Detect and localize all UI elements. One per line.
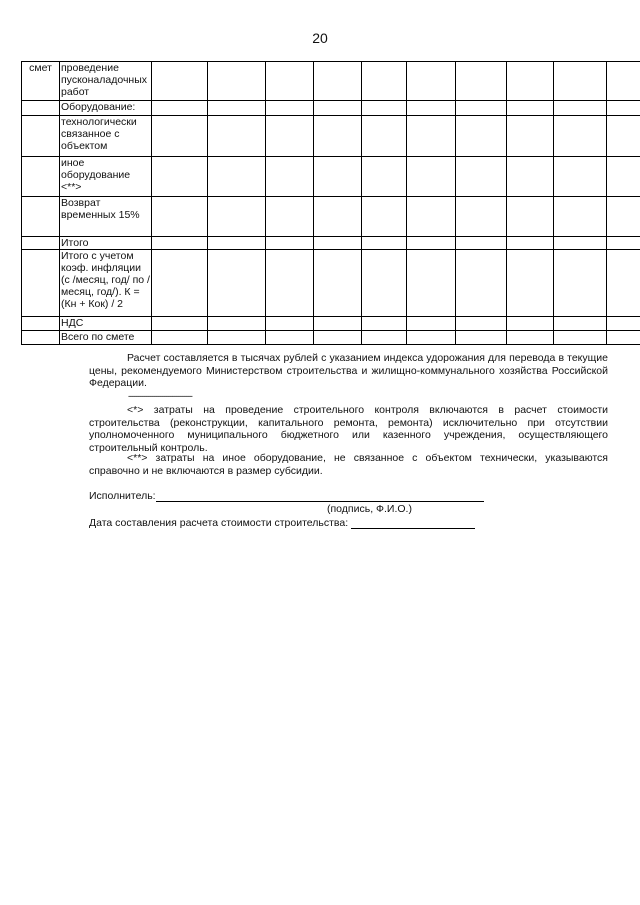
value-cell (456, 157, 507, 197)
value-cell (362, 317, 407, 331)
row-label-cell: иное оборудование <**> (60, 157, 152, 197)
value-cell (208, 62, 266, 101)
value-cell (407, 237, 456, 250)
value-cell (507, 317, 554, 331)
value-cell (152, 250, 208, 317)
value-cell (362, 197, 407, 237)
table-row (22, 317, 640, 331)
footnote-construction-control: <*> затраты на проведение строительного контроля включаются в расчет стоимости строительства (реконструкции, капитального ремонта, ремонта) исключительно при отсутствии уполномоченного муниципального бюджетного или казенного учреждения, осуществляющего строительный контроль. (89, 404, 608, 454)
value-cell (208, 197, 266, 237)
table-row (22, 237, 640, 250)
footnote-other-equipment: <**> затраты на иное оборудование, не связанное с объектом технически, указываются справочно и не включаются в размер субсидии. (89, 452, 608, 477)
table-row (22, 250, 640, 317)
value-cell (152, 331, 208, 345)
value-cell (152, 237, 208, 250)
value-cell (407, 250, 456, 317)
value-cell (507, 157, 554, 197)
row-label-cell: НДС (60, 317, 152, 331)
value-cell (362, 157, 407, 197)
value-cell (208, 250, 266, 317)
signature-caption: (подпись, Ф.И.О.) (327, 503, 412, 515)
executor-label: Исполнитель: (89, 490, 156, 502)
value-cell (507, 197, 554, 237)
value-cell (314, 237, 362, 250)
value-cell (208, 116, 266, 157)
value-cell (554, 317, 607, 331)
value-cell (266, 237, 314, 250)
value-cell (152, 197, 208, 237)
value-cell (607, 237, 640, 250)
estimate-table-body (22, 62, 640, 345)
value-cell (266, 317, 314, 331)
value-cell (362, 116, 407, 157)
value-cell (266, 197, 314, 237)
value-cell (407, 116, 456, 157)
value-cell (152, 116, 208, 157)
value-cell (507, 101, 554, 116)
value-cell (507, 237, 554, 250)
value-cell (554, 101, 607, 116)
value-cell (607, 62, 640, 101)
value-cell (456, 101, 507, 116)
value-cell (456, 317, 507, 331)
value-cell (407, 101, 456, 116)
value-cell (208, 157, 266, 197)
value-cell (314, 101, 362, 116)
value-cell (362, 101, 407, 116)
table-row (22, 331, 640, 345)
executor-line (89, 489, 484, 502)
row-section-cell: смет (22, 62, 60, 101)
calculation-note: Расчет составляется в тысячах рублей с указанием индекса удорожания для перевода в текущие цены, рекомендуемого Министерством строительства и жилищно-коммунального хозяйства Российской Федерации. (89, 352, 608, 389)
value-cell (507, 250, 554, 317)
value-cell (362, 331, 407, 345)
table-row (22, 101, 640, 116)
value-cell (607, 157, 640, 197)
row-section-cell (22, 237, 60, 250)
value-cell (152, 101, 208, 116)
value-cell (554, 237, 607, 250)
value-cell (362, 62, 407, 101)
row-label-cell: Итого с учетом коэф. инфляции (с /месяц, год/ по /месяц, год/). К = (Кн + Кок) / 2 (60, 250, 152, 317)
value-cell (407, 331, 456, 345)
value-cell (554, 157, 607, 197)
value-cell (314, 157, 362, 197)
value-cell (554, 331, 607, 345)
value-cell (607, 331, 640, 345)
row-section-cell (22, 317, 60, 331)
value-cell (607, 250, 640, 317)
value-cell (208, 101, 266, 116)
value-cell (407, 197, 456, 237)
value-cell (407, 62, 456, 101)
value-cell (208, 237, 266, 250)
value-cell (456, 197, 507, 237)
executor-signature-field (156, 489, 484, 502)
footnote-separator: -------------------------------- (128, 391, 192, 401)
value-cell (507, 331, 554, 345)
value-cell (362, 237, 407, 250)
date-label: Дата составления расчета стоимости строительства: (89, 517, 349, 529)
value-cell (266, 101, 314, 116)
value-cell (314, 197, 362, 237)
table-row (22, 197, 640, 237)
row-section-cell (22, 331, 60, 345)
value-cell (266, 62, 314, 101)
value-cell (456, 331, 507, 345)
row-label-cell: Всего по смете (60, 331, 152, 345)
value-cell (554, 250, 607, 317)
value-cell (554, 62, 607, 101)
row-section-cell (22, 116, 60, 157)
value-cell (314, 331, 362, 345)
value-cell (554, 197, 607, 237)
estimate-table (21, 61, 640, 345)
row-section-cell (22, 157, 60, 197)
row-label-cell: Оборудование: (60, 101, 152, 116)
value-cell (607, 101, 640, 116)
value-cell (208, 317, 266, 331)
row-label-cell: Итого (60, 237, 152, 250)
value-cell (407, 157, 456, 197)
table-row (22, 116, 640, 157)
row-section-cell (22, 250, 60, 317)
table-row (22, 157, 640, 197)
value-cell (208, 331, 266, 345)
row-label-cell: технологически связанное с объектом (60, 116, 152, 157)
value-cell (266, 157, 314, 197)
row-section-cell (22, 197, 60, 237)
value-cell (266, 331, 314, 345)
value-cell (607, 197, 640, 237)
value-cell (507, 62, 554, 101)
value-cell (507, 116, 554, 157)
value-cell (152, 62, 208, 101)
value-cell (152, 317, 208, 331)
value-cell (456, 116, 507, 157)
row-label-cell: Возврат временных 15% (60, 197, 152, 237)
row-label-cell: проведение пусконаладочных работ (60, 62, 152, 101)
value-cell (607, 116, 640, 157)
value-cell (407, 317, 456, 331)
row-section-cell (22, 101, 60, 116)
value-cell (266, 116, 314, 157)
value-cell (266, 250, 314, 317)
value-cell (456, 62, 507, 101)
table-row (22, 62, 640, 101)
date-field (351, 516, 475, 529)
value-cell (554, 116, 607, 157)
value-cell (362, 250, 407, 317)
value-cell (314, 116, 362, 157)
value-cell (456, 250, 507, 317)
date-line (89, 516, 475, 529)
page-number: 20 (312, 30, 328, 46)
value-cell (314, 62, 362, 101)
value-cell (152, 157, 208, 197)
value-cell (314, 250, 362, 317)
value-cell (456, 237, 507, 250)
value-cell (314, 317, 362, 331)
value-cell (607, 317, 640, 331)
